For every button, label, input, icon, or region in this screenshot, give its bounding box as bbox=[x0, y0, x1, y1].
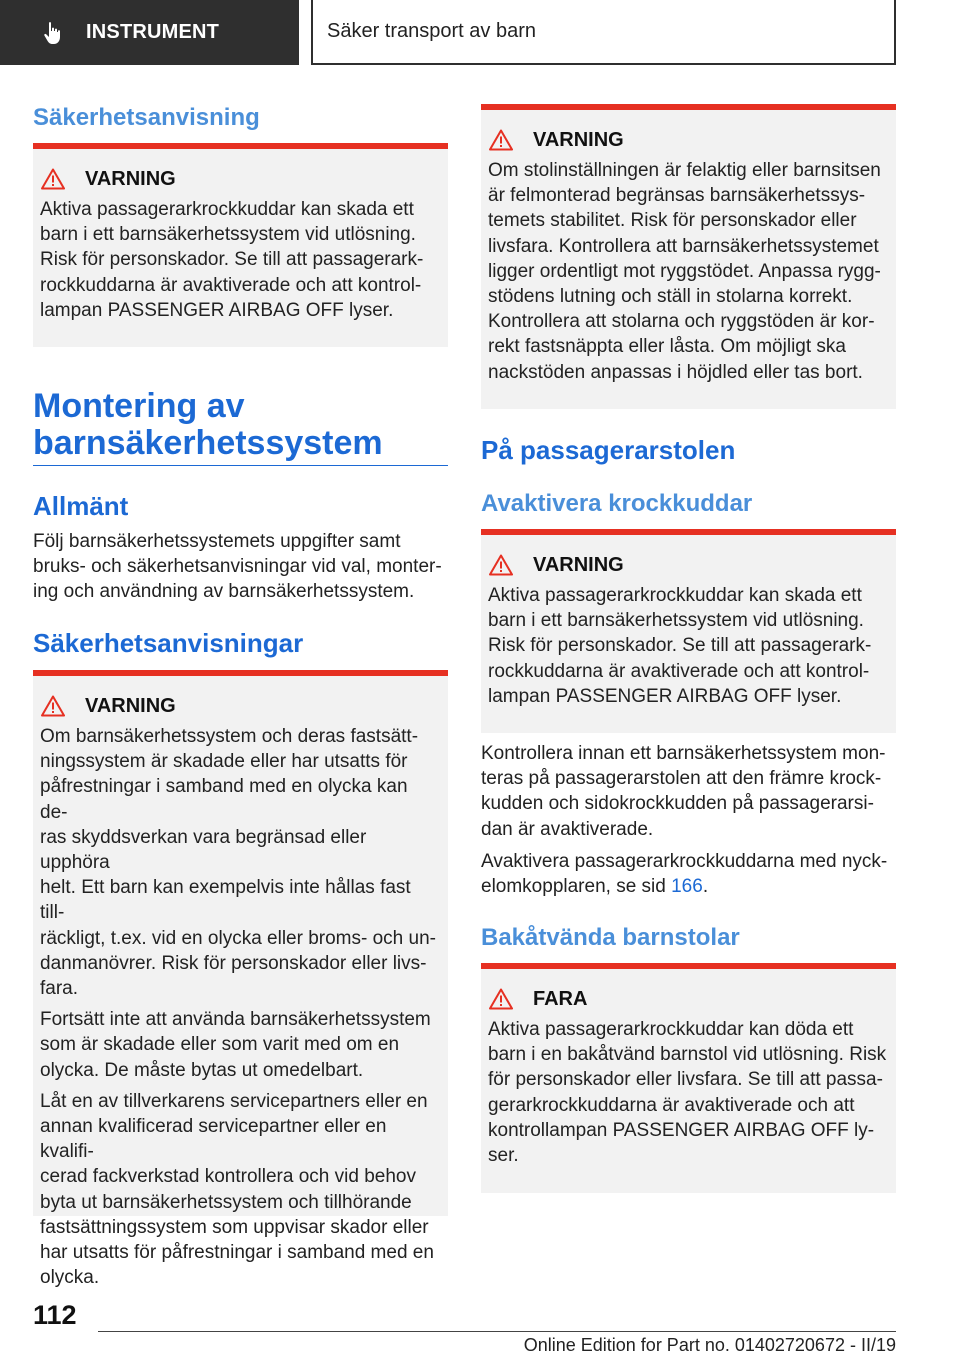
text-line: barn i en bakåtvänd barnstol vid utlösning. Risk bbox=[488, 1044, 887, 1066]
page-number: 112 bbox=[33, 1300, 77, 1330]
warning-text bbox=[488, 583, 888, 709]
text-line: Om barnsäkerhetssystem och deras fastsätt- bbox=[40, 726, 419, 747]
text-line: rockkuddarna är avaktiverade och att kontrol- bbox=[40, 274, 422, 296]
text-line: Låt en av tillverkarens servicepartners eller en bbox=[40, 1090, 428, 1112]
text-line: Fortsätt inte att använda barnsäkerhetssystem bbox=[40, 1009, 431, 1031]
text-line: Om stolinställningen är felaktig eller barnsitsen bbox=[488, 160, 881, 181]
heading-pa-passagerarstolen: På passagerarstolen bbox=[481, 435, 736, 465]
text-line: ningssystem är skadade eller har utsatts för bbox=[40, 751, 408, 773]
page-link[interactable]: 166 bbox=[671, 876, 703, 898]
text-line: Risk för personskador. Se till att passagerark- bbox=[40, 249, 424, 271]
warning-text bbox=[488, 1017, 888, 1168]
footer-rule bbox=[98, 1331, 896, 1332]
warning-box-2 bbox=[33, 670, 448, 1289]
text-line: fara. bbox=[40, 978, 79, 1000]
warning-box-4 bbox=[481, 529, 896, 733]
text-line: som är skadade eller som varit med om en bbox=[40, 1034, 400, 1056]
text-line: rockkuddarna är avaktiverade och att kontrol- bbox=[488, 660, 870, 682]
warning-paragraph bbox=[40, 1007, 440, 1083]
warning-title: VARNING bbox=[85, 167, 176, 190]
text-line: Kontrollera att stolarna och ryggstöden är kor- bbox=[488, 311, 875, 333]
warning-box-5 bbox=[481, 963, 896, 1193]
text-span: elomkopplaren, se sid bbox=[481, 876, 672, 898]
warning-title: VARNING bbox=[533, 128, 624, 151]
text-line: annan kvalificerad servicepartner eller en kvalifi- bbox=[40, 1116, 387, 1163]
text-line: nackstöden anpassas i höjdled eller tas bort. bbox=[488, 361, 863, 383]
heading-allmant: Allmänt bbox=[33, 491, 129, 521]
heading-line: Montering av bbox=[33, 387, 245, 425]
text-line: bruks- och säkerhetsanvisningar vid val, monter- bbox=[33, 556, 442, 578]
text-line: byta ut barnsäkerhetssystem och tillhörande bbox=[40, 1191, 412, 1213]
text-line: har utsatts för påfrestningar i samband med en bbox=[40, 1242, 434, 1264]
text-line: Kontrollera innan ett barnsäkerhetssystem mon- bbox=[481, 743, 886, 764]
warning-triangle-icon bbox=[41, 168, 65, 190]
heading-bakatvanda-barnstolar: Bakåtvända barnstolar bbox=[481, 924, 740, 951]
text-line: är felmonterad begränsas barnsäkerhetssys- bbox=[488, 185, 866, 207]
paragraph-kontrollera bbox=[481, 741, 896, 842]
text-line: räckligt, t.ex. vid en olycka eller broms- och un- bbox=[40, 927, 436, 949]
text-line: Risk för personskador. Se till att passagerark- bbox=[488, 635, 872, 657]
warning-text bbox=[488, 158, 888, 385]
warning-box-1 bbox=[33, 143, 448, 347]
text-line: ligger ordentligt mot ryggstödet. Anpassa rygg- bbox=[488, 260, 881, 282]
heading-line: barnsäkerhetssystem bbox=[33, 424, 383, 462]
text-line: Aktiva passagerarkrockkuddar kan skada ett bbox=[40, 199, 414, 220]
allmant-paragraph bbox=[33, 529, 448, 605]
text-line: kudden och sidokrockkudden på passagerarsi- bbox=[481, 793, 874, 815]
section-label: INSTRUMENT bbox=[86, 21, 220, 43]
text-line: cerad fackverkstad kontrollera och vid behov bbox=[40, 1166, 416, 1188]
text-line: fastsättningssystem som uppvisar skador eller bbox=[40, 1216, 429, 1238]
text-line: ing och användning av barnsäkerhetssystem. bbox=[33, 581, 415, 603]
heading-montering bbox=[33, 388, 448, 462]
warning-text bbox=[40, 197, 440, 323]
text-line: olycka. De måste bytas ut omedelbart. bbox=[40, 1059, 364, 1081]
warning-title: VARNING bbox=[85, 694, 176, 717]
text-line: påfrestningar i samband med en olycka kan de- bbox=[40, 776, 408, 823]
text-line: gerarkrockkuddarna är avaktiverade och att bbox=[488, 1094, 855, 1116]
text-line: lampan PASSENGER AIRBAG OFF lyser. bbox=[40, 299, 394, 321]
text-line bbox=[481, 874, 896, 899]
heading-rule bbox=[33, 465, 448, 466]
text-line: dan är avaktiverade. bbox=[481, 818, 654, 840]
text-line: ser. bbox=[488, 1145, 519, 1167]
paragraph-avaktivera bbox=[481, 849, 896, 899]
text-line: lampan PASSENGER AIRBAG OFF lyser. bbox=[488, 685, 842, 707]
warning-paragraph bbox=[40, 724, 440, 1001]
text-line: barn i ett barnsäkerhetssystem vid utlösning. bbox=[488, 610, 864, 632]
warning-text bbox=[40, 724, 440, 1290]
heading-avaktivera-krockkuddar: Avaktivera krockkuddar bbox=[481, 490, 753, 517]
chapter-title: Säker transport av barn bbox=[311, 0, 896, 65]
text-line: Avaktivera passagerarkrockkuddarna med nyck- bbox=[481, 851, 888, 872]
section-tab bbox=[0, 0, 299, 65]
text-line: Följ barnsäkerhetssystemets uppgifter samt bbox=[33, 531, 401, 552]
text-line: ras skyddsverkan vara begränsad eller upphöra bbox=[40, 826, 367, 874]
text-line: Aktiva passagerarkrockkuddar kan döda ett bbox=[488, 1019, 854, 1040]
warning-triangle-icon bbox=[489, 988, 513, 1010]
heading-sakerhetsanvisning: Säkerhetsanvisning bbox=[33, 104, 260, 131]
text-line: livsfara. Kontrollera att barnsäkerhetssystemet bbox=[488, 235, 879, 257]
text-span: . bbox=[702, 876, 709, 898]
warning-triangle-icon bbox=[489, 129, 513, 151]
warning-paragraph bbox=[40, 1089, 440, 1291]
danger-title: FARA bbox=[533, 987, 588, 1010]
text-line: olycka. bbox=[40, 1267, 100, 1289]
warning-triangle-icon bbox=[41, 695, 65, 717]
footer-edition: Online Edition for Part no. 01402720672 - II/19 bbox=[523, 1335, 896, 1355]
text-line: Aktiva passagerarkrockkuddar kan skada ett bbox=[488, 585, 862, 606]
text-line: teras på passagerarstolen att den främre krock- bbox=[481, 768, 882, 790]
text-line: rekt fastsnäppta eller låsta. Om möjligt ska bbox=[488, 336, 846, 358]
warning-title: VARNING bbox=[533, 553, 624, 576]
text-line: barn i ett barnsäkerhetssystem vid utlösning. bbox=[40, 224, 416, 246]
warning-triangle-icon bbox=[489, 554, 513, 576]
text-line: kontrollampan PASSENGER AIRBAG OFF ly- bbox=[488, 1119, 875, 1141]
hand-pointer-icon bbox=[40, 20, 66, 46]
heading-sakerhetsanvisningar: Säkerhetsanvisningar bbox=[33, 628, 304, 658]
warning-box-3 bbox=[481, 104, 896, 409]
text-line: temets stabilitet. Risk för personskador eller bbox=[488, 210, 857, 232]
text-line: danmanövrer. Risk för personskador eller livs- bbox=[40, 952, 427, 974]
text-line: stödens lutning och ställ in stolarna korrekt. bbox=[488, 286, 853, 308]
text-line: för personskador eller livsfara. Se till att passa- bbox=[488, 1069, 883, 1091]
text-line: helt. Ett barn kan exempelvis inte hållas fast till- bbox=[40, 877, 411, 924]
